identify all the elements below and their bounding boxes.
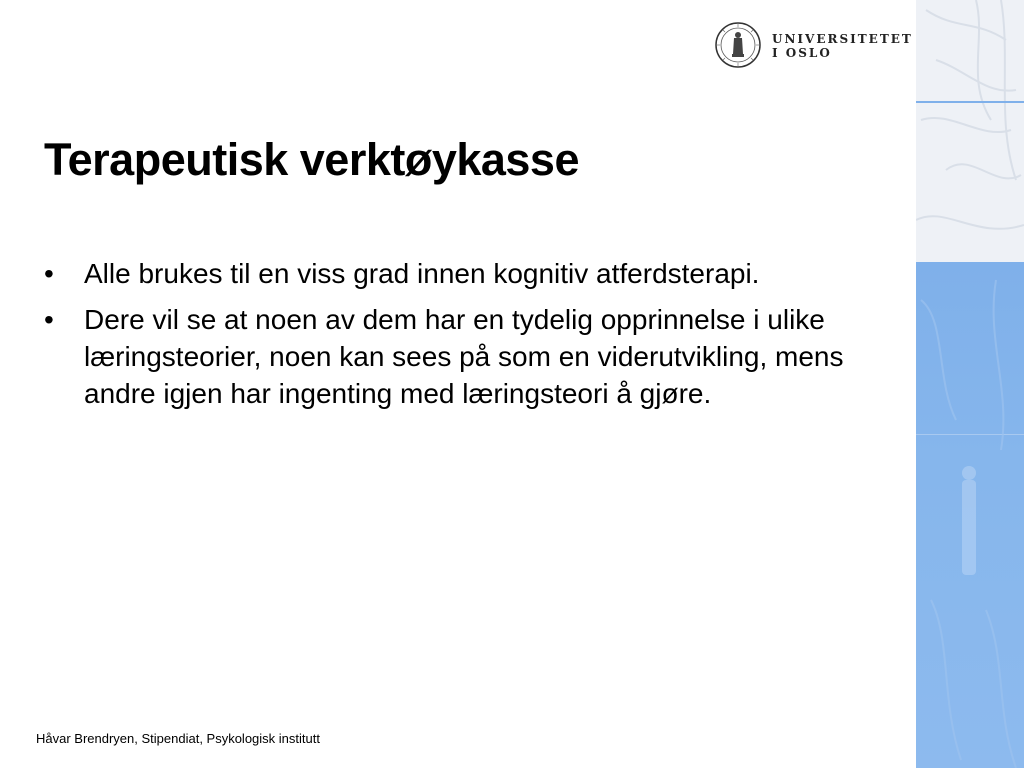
bullet-marker: •	[44, 258, 54, 289]
side-strip-artwork	[916, 0, 1024, 768]
university-seal-icon	[714, 21, 762, 69]
university-name-line2: I OSLO	[772, 46, 832, 60]
slide-title: Terapeutisk verktøykasse	[44, 134, 579, 185]
university-name-line1: UNIVERSITETET	[772, 32, 913, 46]
university-logo	[714, 21, 913, 71]
university-name	[772, 32, 913, 60]
bullet-marker: •	[44, 304, 54, 335]
bullet-text: Dere vil se at noen av dem har en tydelig opprinnelse i ulike læringsteorier, noen kan sees på som en viderutvikling, mens andre igjen har ingenting med læringsteori å gjøre.	[84, 304, 844, 409]
bullet-item	[44, 255, 894, 292]
bullet-list	[44, 255, 894, 421]
side-decoration-strip	[916, 0, 1024, 768]
slide-footer: Håvar Brendryen, Stipendiat, Psykologisk institutt	[36, 731, 320, 746]
bullet-item	[44, 301, 894, 412]
bullet-text: Alle brukes til en viss grad innen kognitiv atferdsterapi.	[84, 258, 760, 289]
